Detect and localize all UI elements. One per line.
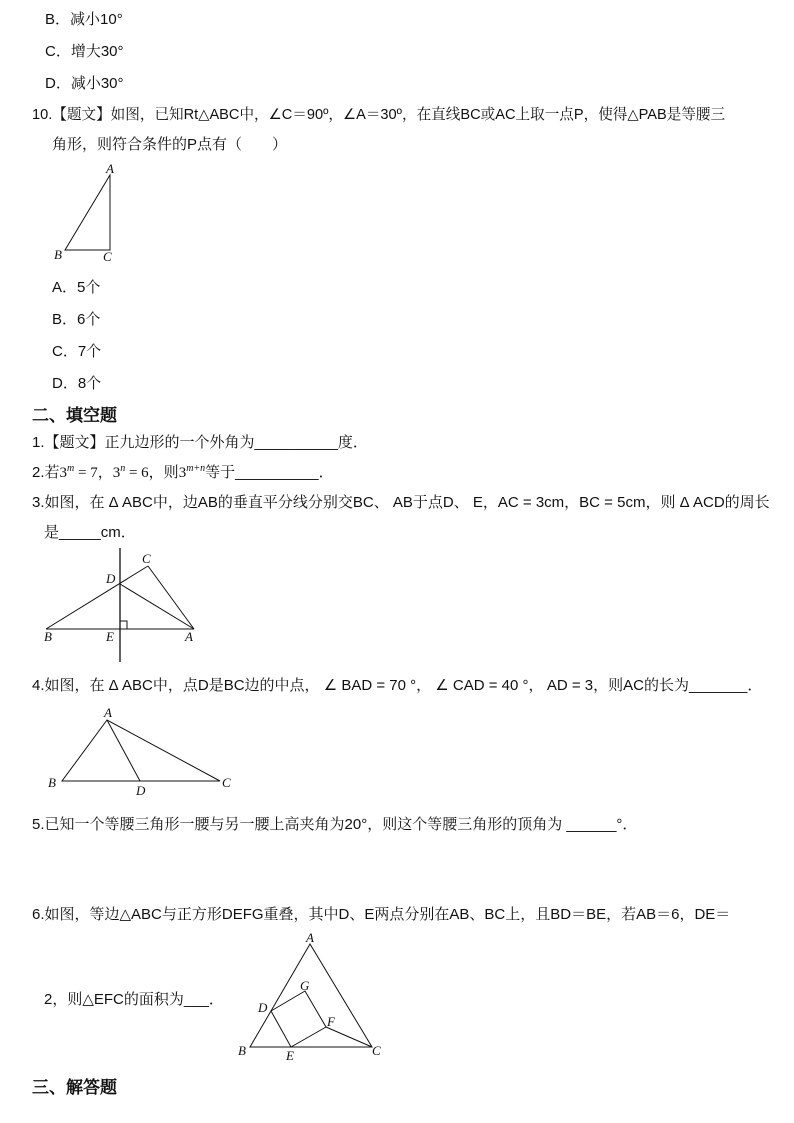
q6-label-c: C — [372, 1043, 381, 1058]
q10-option-a: A．5个 — [52, 279, 101, 296]
fill-q6-line2: 2，则△EFC的面积为___． — [44, 991, 224, 1008]
fill-q2: 2.若$3^m = 7$，$3^n = 6$，则$3^{m+n}$等于__________． — [32, 463, 334, 481]
q6-label-g: G — [300, 978, 310, 993]
q4-label-c: C — [222, 775, 231, 790]
q4-label-b: B — [48, 775, 56, 790]
q10-text-line1: 10.【题文】如图，已知Rt△ABC中，∠C＝90º，∠A＝30º，在直线BC或AC上取一点P，使得△PAB是等腰三 — [32, 107, 726, 123]
q4-label-a: A — [104, 705, 112, 720]
q6-label-f: F — [327, 1014, 335, 1029]
fill-q5: 5.已知一个等腰三角形一腰与另一腰上高夹角为20°，则这个等腰三角形的顶角为 ______°． — [32, 816, 638, 833]
q6-label-b: B — [238, 1043, 246, 1058]
q10-option-c: C．7个 — [52, 343, 102, 360]
q10-label-a: A — [106, 161, 114, 176]
q10-option-b: B．6个 — [52, 311, 101, 328]
q6-label-a: A — [306, 930, 314, 945]
q3-label-e: E — [106, 629, 114, 644]
fill-q1: 1.【题文】正九边形的一个外角为__________度． — [32, 434, 368, 451]
q4-label-d: D — [136, 783, 146, 798]
option-b-prev: B．减小10° — [45, 11, 123, 28]
q10-option-d: D．8个 — [52, 375, 102, 392]
q3-label-a: A — [185, 629, 193, 644]
fill-q3-line2: 是_____cm． — [44, 524, 136, 541]
q3-label-b: B — [44, 629, 52, 644]
q6-label-e: E — [286, 1048, 294, 1063]
q10-label-c: C — [103, 249, 112, 264]
q10-text-line2: 角形，则符合条件的P点有（ ） — [52, 136, 288, 153]
section-heading-fill-in: 二、填空题 — [32, 406, 117, 425]
q10-label-b: B — [54, 247, 62, 262]
q6-label-d: D — [258, 1000, 268, 1015]
option-d-prev: D．减小30° — [45, 75, 124, 92]
fill-q4-line1: 4.如图，在 Δ ABC中，点D是BC边的中点， ∠ BAD = 70 °， ∠ CAD = 40 °， AD = 3，则AC的长为_______． — [32, 677, 763, 694]
section-heading-solutions: 三、解答题 — [32, 1078, 117, 1097]
fill-q6-line1: 6.如图，等边△ABC与正方形DEFG重叠，其中D、E两点分别在AB、BC上，且BD＝BE，若AB＝6，DE＝ — [32, 906, 731, 923]
option-c-prev: C．增大30° — [45, 43, 124, 60]
fill-q3-line1: 3.如图，在 Δ ABC中，边AB的垂直平分线分别交BC、 AB于点D、 E，AC = 3cm，BC = 5cm，则 Δ ACD的周长 — [32, 494, 770, 511]
q3-label-d: D — [106, 571, 116, 586]
q3-label-c: C — [142, 551, 151, 566]
